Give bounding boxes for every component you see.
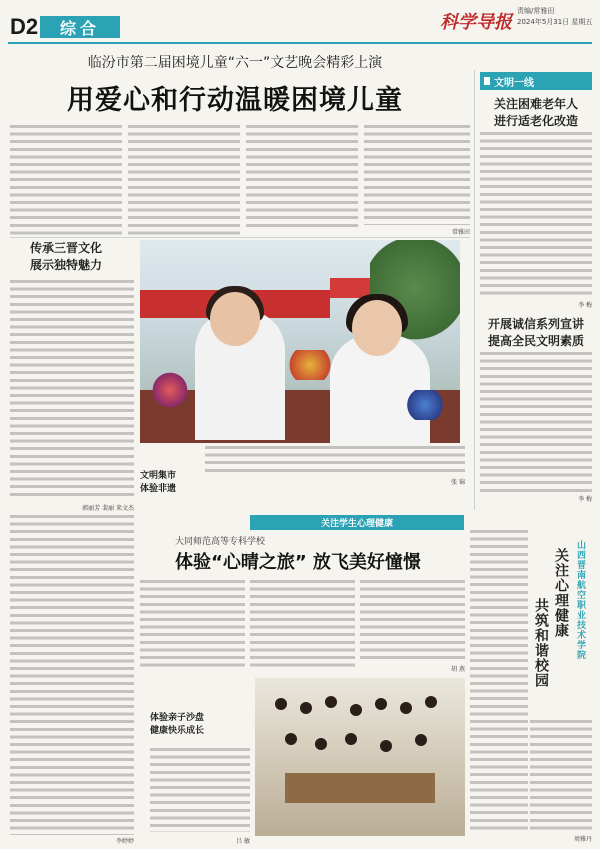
story2-title-line2: 提高全民文明素质 — [487, 334, 584, 348]
masthead-logo: 科学导报 — [440, 12, 512, 33]
editor-line: 责编/常雅田 — [517, 7, 555, 15]
page-header — [0, 0, 600, 42]
lead-body-col1 — [10, 125, 122, 235]
health-byline: 胡 燕 — [451, 666, 465, 673]
culture-body-2 — [10, 515, 134, 835]
campus-body-col2 — [530, 720, 592, 830]
story2-title-line1: 开展诚信系列宣讲 — [487, 317, 584, 331]
photo-byline: 张 锦 — [451, 479, 465, 486]
story2-body — [480, 352, 592, 492]
family-title-line2: 健康快乐成长 — [150, 726, 205, 736]
health-body-col1 — [140, 580, 245, 670]
campus-headline-col2: 共筑和谐校园 — [533, 598, 549, 688]
lead-byline: 常雅田 — [451, 229, 470, 236]
campus-school: 山西晋南航空职业技术学院 — [575, 540, 585, 660]
family-title — [150, 712, 250, 738]
family-byline: 李婷婷 — [115, 838, 134, 845]
crafts-fair-photo — [140, 240, 460, 443]
lead-bottom-rule — [10, 237, 470, 238]
classroom-photo — [255, 678, 465, 836]
header-rule — [8, 42, 592, 44]
campus-body-col1 — [470, 530, 528, 830]
photo-story-title-line2: 体验非遗 — [140, 484, 177, 494]
column-title: 文明一线 — [480, 72, 592, 90]
photo-story-title-line1: 文明集市 — [140, 471, 177, 481]
lead-body-col3 — [246, 125, 358, 230]
column-divider — [474, 70, 475, 510]
page-code: D2 — [10, 14, 39, 39]
date-line: 2024年5月31日 星期五 — [517, 18, 593, 26]
culture-byline: 郭丽芳 裴丽 来文杰 — [82, 505, 134, 512]
header-info — [517, 6, 592, 28]
story1-title-line1: 关注困难老年人 — [493, 97, 578, 111]
story2-title — [480, 316, 592, 350]
family-photo-byline: 吕 敏 — [236, 838, 250, 845]
section-label: 综合 — [40, 16, 120, 38]
lead-kicker: 临汾市第二届困境儿童“六一”文艺晚会精彩上演 — [87, 55, 383, 71]
story2-byline: 李 梅 — [578, 496, 592, 503]
culture-title-line2: 展示独特魅力 — [30, 258, 103, 272]
family-body — [150, 748, 250, 832]
story1-byline: 李 梅 — [578, 302, 592, 309]
culture-title-line1: 传承三晋文化 — [30, 241, 103, 255]
culture-body — [10, 280, 134, 500]
story1-body — [480, 132, 592, 298]
health-headline: 体验“心晴之旅” 放飞美好憧憬 — [175, 552, 421, 573]
photo-caption — [205, 446, 465, 476]
culture-title — [30, 240, 140, 274]
lead-body-col4 — [364, 125, 470, 225]
campus-headline-col1: 关注心理健康 — [553, 548, 569, 638]
health-section-tag: 关注学生心理健康 — [250, 515, 464, 530]
story1-title-line2: 进行适老化改造 — [493, 114, 578, 128]
campus-byline: 周雅丹 — [573, 836, 592, 843]
photo-story-title — [140, 470, 200, 496]
health-body-col3 — [360, 580, 465, 662]
story1-title — [480, 96, 592, 130]
lead-headline: 用爱心和行动温暖困境儿童 — [67, 85, 403, 116]
lead-body-col2 — [128, 125, 240, 235]
family-title-line1: 体验亲子沙盘 — [150, 713, 205, 723]
health-kicker: 大同师范高等专科学校 — [175, 537, 266, 547]
health-body-col2 — [250, 580, 355, 670]
